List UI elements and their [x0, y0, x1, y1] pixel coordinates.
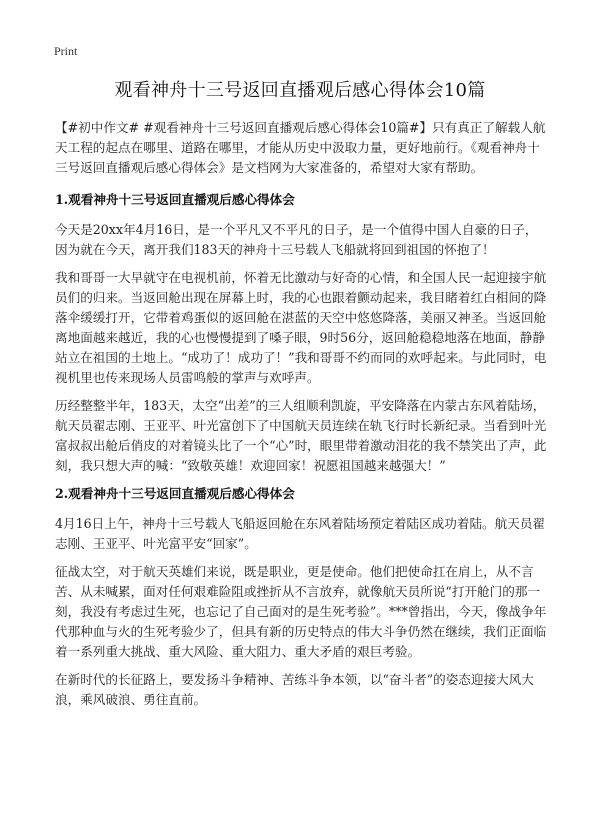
paragraph: 4月16日上午，神舟十三号载人飞船返回舱在东风着陆场预定着陆区成功着陆。航天员翟志刚、王亚平、叶光富平安“回家”。: [55, 516, 546, 551]
document-title: 观看神舟十三号返回直播观后感心得体会10篇: [114, 80, 486, 101]
document-body: [55, 118, 550, 718]
paragraph: 今天是20xx年4月16日，是一个平凡又不平凡的日子，是一个值得中国人自豪的日子，因为就在今天，离开我们183天的神舟十三号载人飞船就将回到祖国的怀抱了！: [55, 222, 538, 257]
paragraph: 历经整整半年，183天，太空“出差”的三人组顺利凯旋，平安降落在内蒙古东风着陆场，航天员翟志刚、王亚平、叶光富创下了中国航天员连续在轨飞行时长新纪录。当看到叶光富叔叔出舱后俏皮的对着镜头比了一个“心”时，眼里带着激动泪花的我不禁笑出了声，此刻，我只想大声的喊：“致敬英雄！欢迎回家！祝愿祖国越来越强大！”: [55, 398, 547, 473]
section-heading-1: 1.观看神舟十三号返回直播观后感心得体会: [55, 192, 295, 207]
paragraph: 征战太空，对于航天英雄们来说，既是职业，更是使命。他们把使命扛在肩上，从不言苦、从未喊累，面对任何艰难险阻或挫折从不言放弃，就像航天员所说“打开舱门的那一刻，我没有考虑过生死，也忘记了自己面对的是生死考验”。***曾指出，今天，像战争年代那种血与火的生死考验少了，但具有新的历史特点的伟大斗争仍然在继续，我们正面临着一系列重大挑战、重大风险、重大阻力、重大矛盾的艰巨考验。: [55, 564, 547, 659]
paragraph: 在新时代的长征路上，要发扬斗争精神、苦练斗争本领，以“奋斗者”的姿态迎接大风大浪，乘风破浪、勇往直前。: [55, 672, 534, 707]
paragraph: 我和哥哥一大早就守在电视机前，怀着无比激动与好奇的心情，和全国人民一起迎接宇航员们的归来。当返回舱出现在屏幕上时，我的心也跟着颤动起来，我目睹着红白相间的降落伞缓缓打开，它带着鸡蛋似的返回舱在湛蓝的天空中悠悠降落，美丽又神圣。当返回舱离地面越来越近，我的心也慢慢提到了嗓子眼，9时56分，返回舱稳稳地落在地面，静静站立在祖国的土地上。“成功了！成功了！”我和哥哥不约而同的欢呼起来。与此同时，电视机里也传来现场人员雷鸣般的掌声与欢呼声。: [55, 270, 547, 385]
intro-paragraph: 【#初中作文# #观看神舟十三号返回直播观后感心得体会10篇#】只有真正了解载人航天工程的起点在哪里、道路在哪里，才能从历史中汲取力量，更好地前行。《观看神舟十三号返回直播观后感心得体会》是文档网为大家准备的，希望对大家有帮助。: [55, 120, 546, 175]
print-link[interactable]: Print: [54, 44, 78, 58]
section-heading-2: 2.观看神舟十三号返回直播观后感心得体会: [55, 486, 295, 501]
